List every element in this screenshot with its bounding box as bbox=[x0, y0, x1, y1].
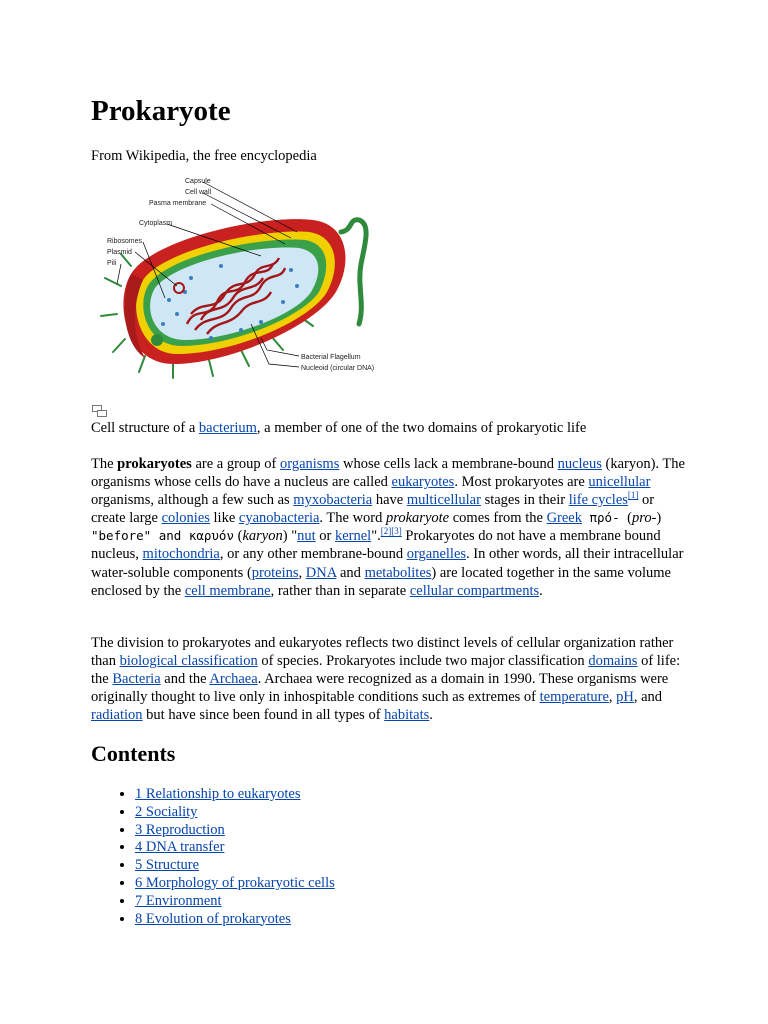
text: like bbox=[209, 510, 239, 527]
link-unicellular[interactable]: unicellular bbox=[588, 474, 651, 491]
caption-text: , a member of one of the two domains of prokaryotic life bbox=[256, 420, 587, 436]
classification-paragraph bbox=[91, 634, 691, 724]
toc-link-structure[interactable]: 5 Structure bbox=[135, 857, 200, 874]
link-nucleus[interactable]: nucleus bbox=[557, 456, 602, 472]
text: , rather than in separate bbox=[270, 582, 410, 599]
text: . bbox=[429, 707, 433, 724]
text: and bbox=[336, 564, 365, 581]
label-nucleoid: Nucleoid (circular DNA) bbox=[301, 365, 375, 372]
link-bacterium[interactable]: bacterium bbox=[198, 420, 257, 436]
bold-term: prokaryotes bbox=[117, 456, 192, 472]
toc-item bbox=[135, 857, 335, 875]
flagellum-shape bbox=[341, 220, 366, 324]
table-of-contents bbox=[91, 786, 335, 928]
label-capsule: Capsule bbox=[185, 178, 211, 185]
link-myxobacteria[interactable]: myxobacteria bbox=[293, 492, 373, 509]
text: or bbox=[315, 528, 335, 545]
link-dna[interactable]: DNA bbox=[305, 564, 337, 581]
link-bacteria[interactable]: Bacteria bbox=[112, 671, 161, 688]
link-cell-membrane[interactable]: cell membrane bbox=[184, 582, 271, 599]
italic-term: pro- bbox=[631, 510, 657, 527]
label-pili: Pili bbox=[107, 260, 117, 267]
text: are a group of bbox=[191, 456, 280, 472]
toc-item bbox=[135, 839, 335, 857]
toc-link-sociality[interactable]: 2 Sociality bbox=[135, 803, 198, 820]
link-life-cycles[interactable]: life cycles bbox=[568, 492, 628, 509]
text: . Archaea were recognized as a domain in 1990. These organisms were originally thought to live only in inhospitable conditions such as extremes of bbox=[91, 671, 669, 706]
text: The division to prokaryotes and eukaryotes reflects two distinct levels of cellular organization rather than bbox=[91, 635, 674, 670]
link-cellular-compartments[interactable]: cellular compartments bbox=[409, 582, 540, 599]
link-biological-classification[interactable]: biological classification bbox=[119, 653, 258, 670]
contents-heading: Contents bbox=[91, 741, 176, 766]
text: . The word bbox=[319, 510, 387, 527]
link-ph[interactable]: pH bbox=[616, 689, 634, 706]
text: or create large bbox=[91, 492, 655, 527]
text: . In other words, all their intracellular water-soluble components ( bbox=[91, 546, 684, 581]
link-proteins[interactable]: proteins bbox=[251, 564, 299, 581]
italic-term: karyon bbox=[242, 528, 283, 545]
italic-term: prokaryote bbox=[386, 510, 450, 527]
toc-item bbox=[135, 822, 335, 840]
intro-paragraph bbox=[91, 455, 691, 600]
text: , or any other membrane-bound bbox=[219, 546, 407, 563]
text: ) are located together in the same volume enclosed by the bbox=[91, 564, 671, 599]
label-flagellum: Bacterial Flagellum bbox=[301, 354, 361, 361]
toc-item bbox=[135, 893, 335, 911]
text: ) " bbox=[282, 528, 298, 545]
text: Prokaryotes do not have a membrane bound nucleus, bbox=[91, 528, 661, 563]
greek-text: πρό- bbox=[581, 510, 628, 526]
toc-link-relationship[interactable]: 1 Relationship to eukaryotes bbox=[135, 786, 301, 802]
text: stages in their bbox=[480, 492, 569, 509]
text: ( bbox=[234, 528, 243, 545]
toc-link-reproduction[interactable]: 3 Reproduction bbox=[135, 821, 225, 838]
greek-text: "before" and καρυόν bbox=[91, 528, 234, 544]
toc-link-evolution[interactable]: 8 Evolution of prokaryotes bbox=[135, 910, 291, 927]
figure-caption bbox=[91, 418, 586, 438]
link-colonies[interactable]: colonies bbox=[161, 510, 210, 527]
text: ". bbox=[371, 528, 381, 545]
link-greek[interactable]: Greek bbox=[546, 510, 582, 527]
text: . Most prokaryotes are bbox=[454, 474, 589, 491]
link-temperature[interactable]: temperature bbox=[539, 689, 609, 706]
bacterium-diagram[interactable] bbox=[91, 174, 391, 384]
link-habitats[interactable]: habitats bbox=[384, 707, 430, 724]
link-radiation[interactable]: radiation bbox=[91, 707, 143, 724]
text: and the bbox=[160, 671, 210, 688]
text: The bbox=[91, 456, 118, 472]
text: whose cells lack a membrane-bound bbox=[339, 456, 558, 472]
link-cyanobacteria[interactable]: cyanobacteria bbox=[238, 510, 320, 527]
label-plasma-membrane: Pasma membrane bbox=[149, 200, 207, 207]
toc-item bbox=[135, 875, 335, 893]
label-ribosomes: Ribosomes bbox=[107, 238, 143, 245]
link-kernel[interactable]: kernel bbox=[334, 528, 372, 545]
text: , and bbox=[633, 689, 663, 706]
label-cell-wall: Cell wall bbox=[185, 189, 212, 196]
text: ( bbox=[627, 510, 632, 527]
text: of life: the bbox=[91, 653, 681, 688]
link-eukaryotes[interactable]: eukaryotes bbox=[391, 474, 455, 491]
toc-link-environment[interactable]: 7 Environment bbox=[135, 892, 222, 909]
link-mitochondria[interactable]: mitochondria bbox=[142, 546, 220, 563]
link-metabolites[interactable]: metabolites bbox=[364, 564, 432, 581]
link-organisms[interactable]: organisms bbox=[280, 456, 340, 472]
label-cytoplasm: Cytoplasm bbox=[139, 220, 173, 227]
text: comes from the bbox=[449, 510, 547, 527]
toc-link-morphology[interactable]: 6 Morphology of prokaryotic cells bbox=[135, 874, 335, 891]
text: (karyon). The organisms whose cells do have a nucleus are called bbox=[91, 456, 685, 491]
text: organisms, although a few such as bbox=[91, 492, 294, 509]
caption-text: Cell structure of a bbox=[91, 420, 199, 436]
reference-link[interactable]: [1] bbox=[627, 490, 639, 501]
link-domains[interactable]: domains bbox=[588, 653, 638, 670]
toc-link-dna-transfer[interactable]: 4 DNA transfer bbox=[135, 839, 225, 856]
text: have bbox=[372, 492, 407, 509]
toc-item bbox=[135, 786, 335, 804]
link-organelles[interactable]: organelles bbox=[406, 546, 467, 563]
link-nut[interactable]: nut bbox=[297, 528, 316, 545]
reference-link[interactable]: [2][3] bbox=[380, 526, 402, 537]
tagline: From Wikipedia, the free encyclopedia bbox=[91, 148, 317, 164]
toc-item bbox=[135, 804, 335, 822]
text: ) bbox=[656, 510, 662, 527]
text: but have since been found in all types of bbox=[142, 707, 385, 724]
text: . bbox=[539, 582, 543, 599]
text: of species. Prokaryotes include two major classification bbox=[257, 653, 589, 670]
toc-item bbox=[135, 911, 335, 929]
text: , bbox=[608, 689, 617, 706]
page-title: Prokaryote bbox=[91, 95, 231, 127]
link-multicellular[interactable]: multicellular bbox=[406, 492, 481, 509]
link-archaea[interactable]: Archaea bbox=[209, 671, 258, 688]
enlarge-icon[interactable] bbox=[92, 405, 107, 417]
text: , bbox=[298, 564, 306, 581]
label-plasmid: Plasmid bbox=[107, 249, 132, 256]
